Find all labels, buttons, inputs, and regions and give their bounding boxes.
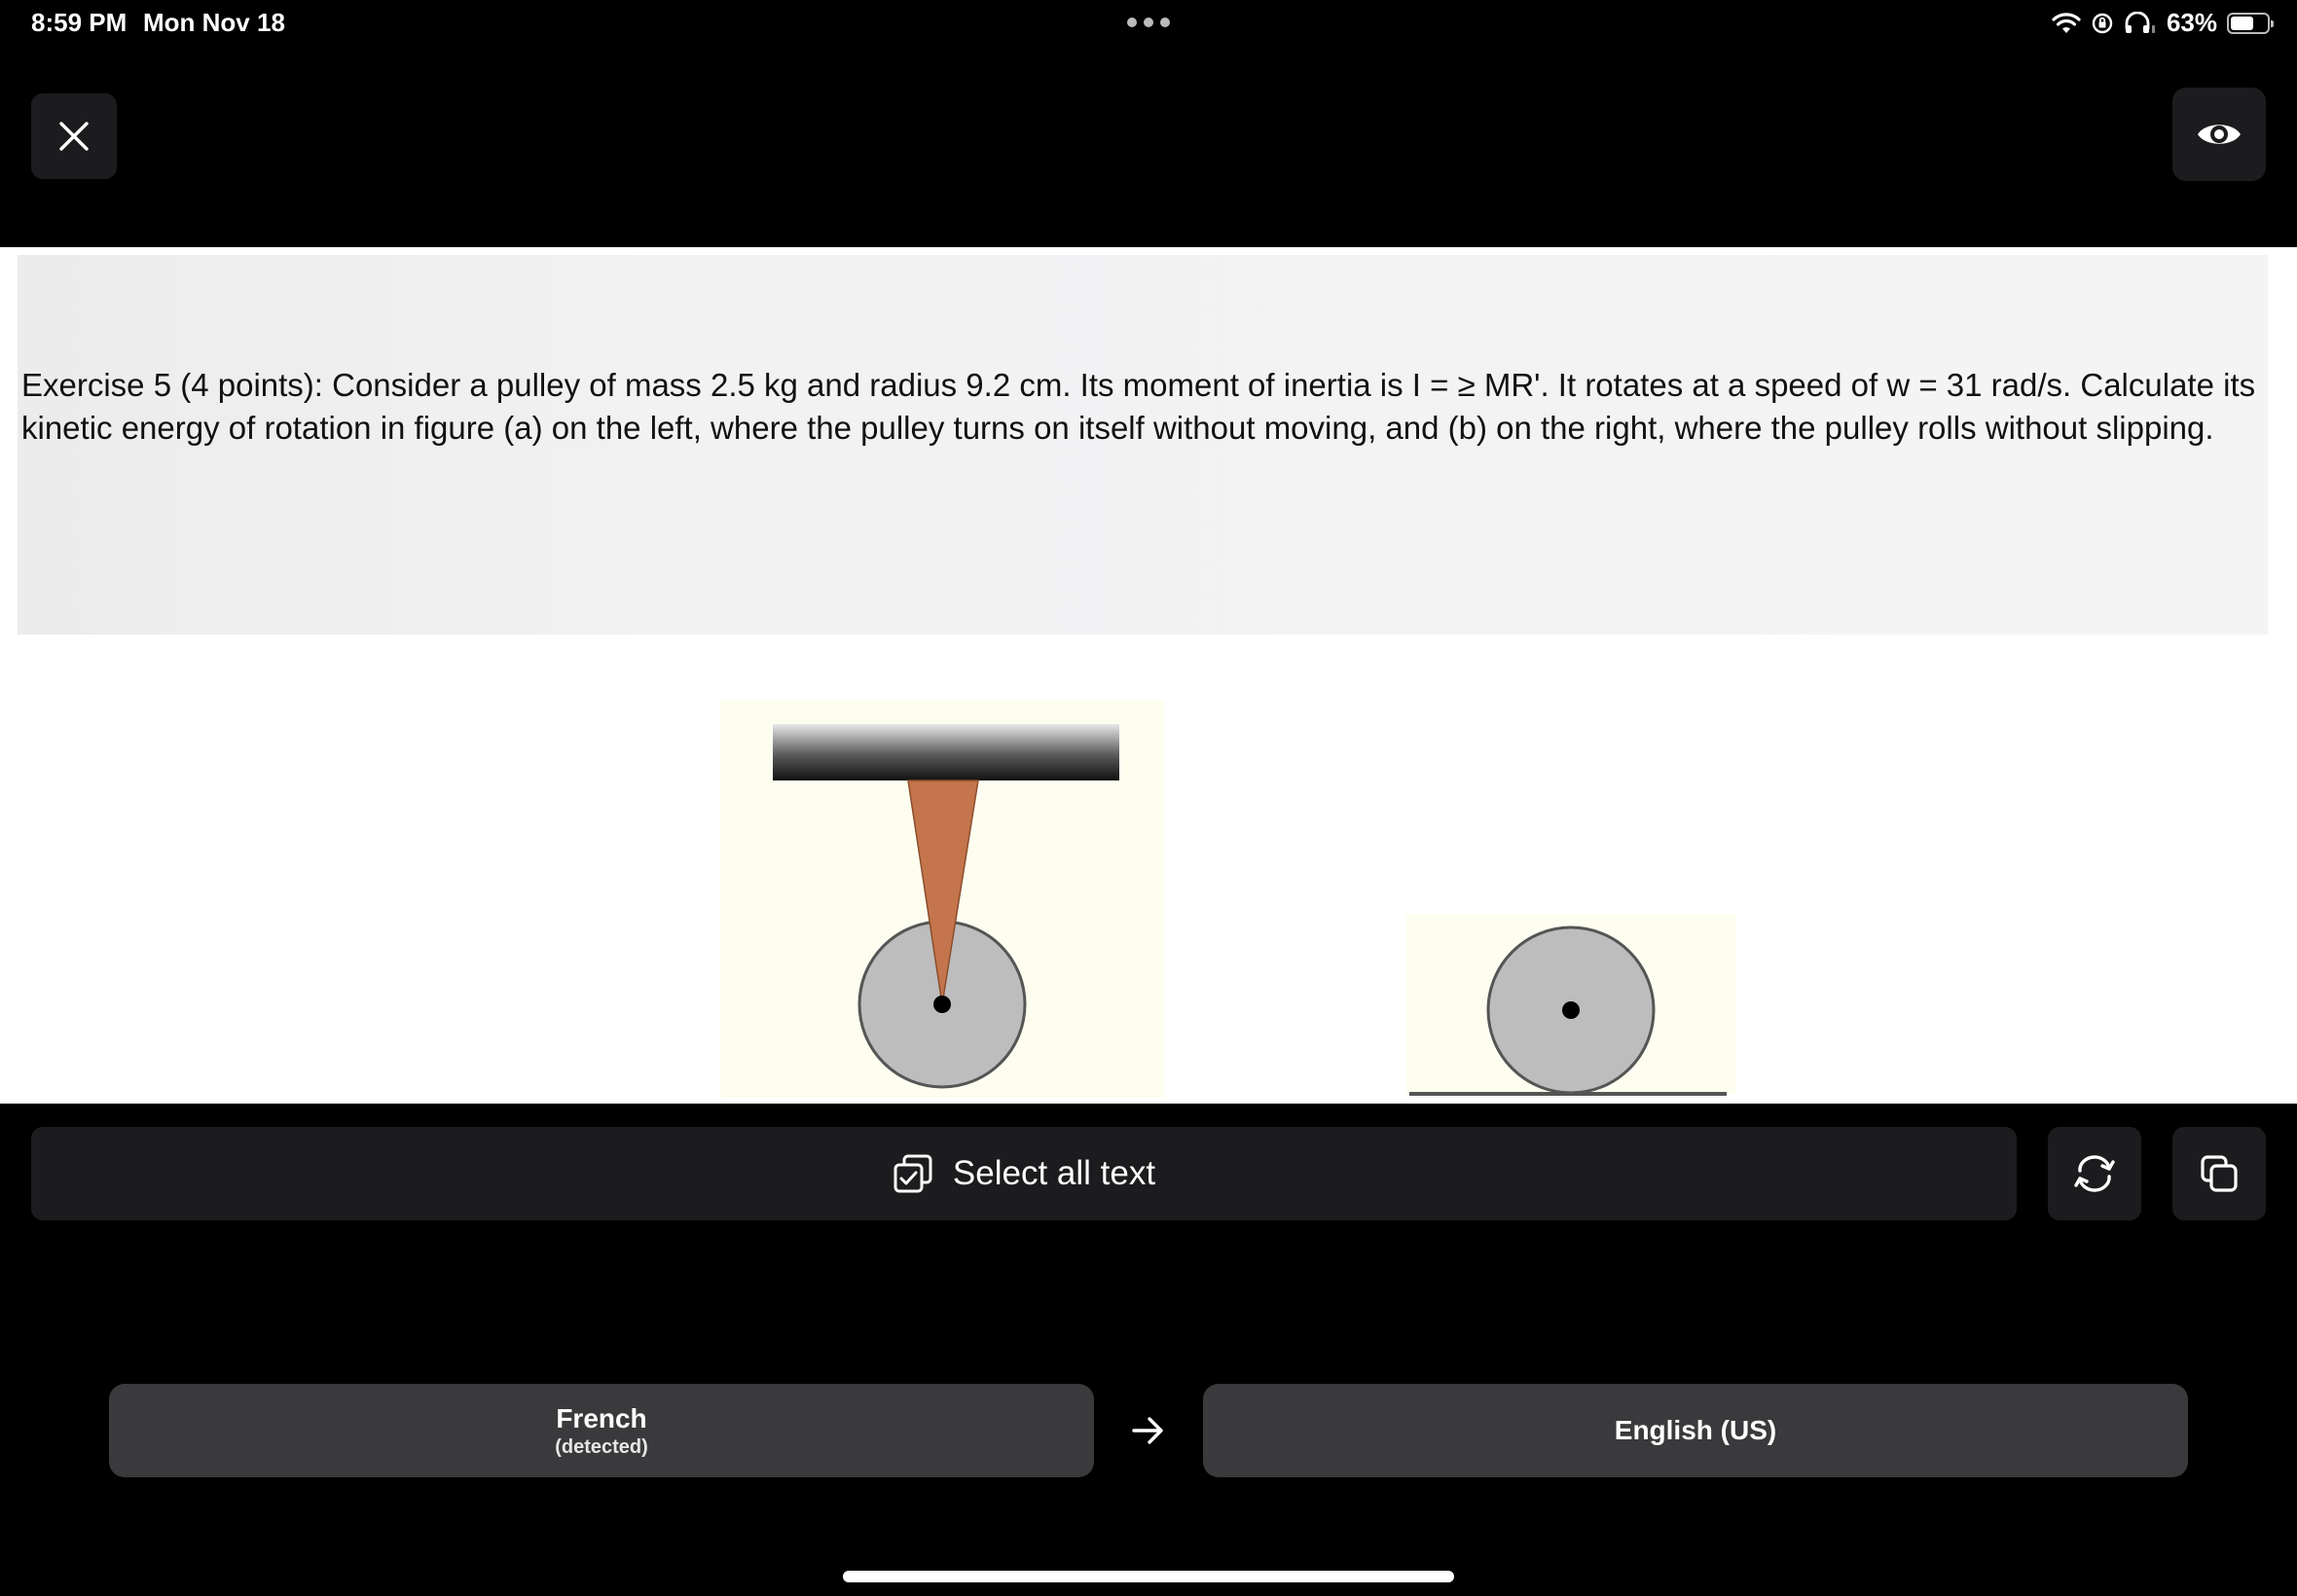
select-all-button[interactable] — [31, 1127, 2017, 1220]
home-indicator[interactable] — [843, 1571, 1454, 1582]
status-indicators — [2052, 8, 2270, 38]
figure-a-hanging-pulley — [720, 701, 1164, 1098]
figure-b-rolling-pulley — [1405, 915, 1736, 1102]
source-language-note: (detected) — [555, 1435, 648, 1458]
battery-cap — [2271, 20, 2274, 27]
copy-button[interactable] — [2172, 1127, 2266, 1220]
close-icon — [57, 120, 91, 153]
arrow-right-icon — [1129, 1413, 1168, 1448]
copy-icon — [2200, 1154, 2239, 1193]
source-language-name: French — [556, 1402, 647, 1433]
multitasking-dots-icon[interactable] — [1126, 17, 1171, 28]
live-text-sheet — [0, 47, 2297, 1304]
target-language-button[interactable] — [1203, 1384, 2188, 1477]
show-original-button[interactable] — [2172, 88, 2266, 181]
pulley-axle-b — [1562, 1001, 1580, 1019]
source-language-button[interactable] — [109, 1384, 1094, 1477]
captured-image — [0, 247, 2297, 1104]
exercise-text[interactable]: Exercise 5 (4 points): Consider a pulley of mass 2.5 kg and radius 9.2 cm. Its moment of inertia is I = ≥ MR'. It rotates at a speed of w = 31 rad/s. Calculate its kinetic energy of rotation in figure (a) on the left, where the pulley turns on itself without moving, and (b) on the right, where the pulley rolls without slipping. — [21, 367, 2256, 446]
battery-percent: 63% — [2166, 8, 2217, 37]
wifi-icon — [2052, 12, 2081, 35]
headphones-icon — [2124, 12, 2157, 35]
target-language-name: English (US) — [1614, 1415, 1777, 1445]
eye-icon — [2196, 119, 2242, 150]
status-bar — [0, 0, 2297, 47]
select-all-icon — [893, 1153, 933, 1194]
refresh-icon — [2072, 1154, 2117, 1193]
battery-icon — [2227, 13, 2270, 34]
battery-fill — [2231, 17, 2253, 30]
close-button[interactable] — [31, 93, 117, 179]
status-time: 8:59 PM — [31, 8, 128, 37]
select-all-label: Select all text — [952, 1154, 1156, 1192]
status-date: Mon Nov 18 — [143, 8, 285, 37]
pulley-axle-a — [933, 996, 951, 1013]
translate-refresh-button[interactable] — [2048, 1127, 2141, 1220]
orientation-lock-icon — [2091, 12, 2114, 35]
ceiling-bar — [773, 724, 1119, 780]
